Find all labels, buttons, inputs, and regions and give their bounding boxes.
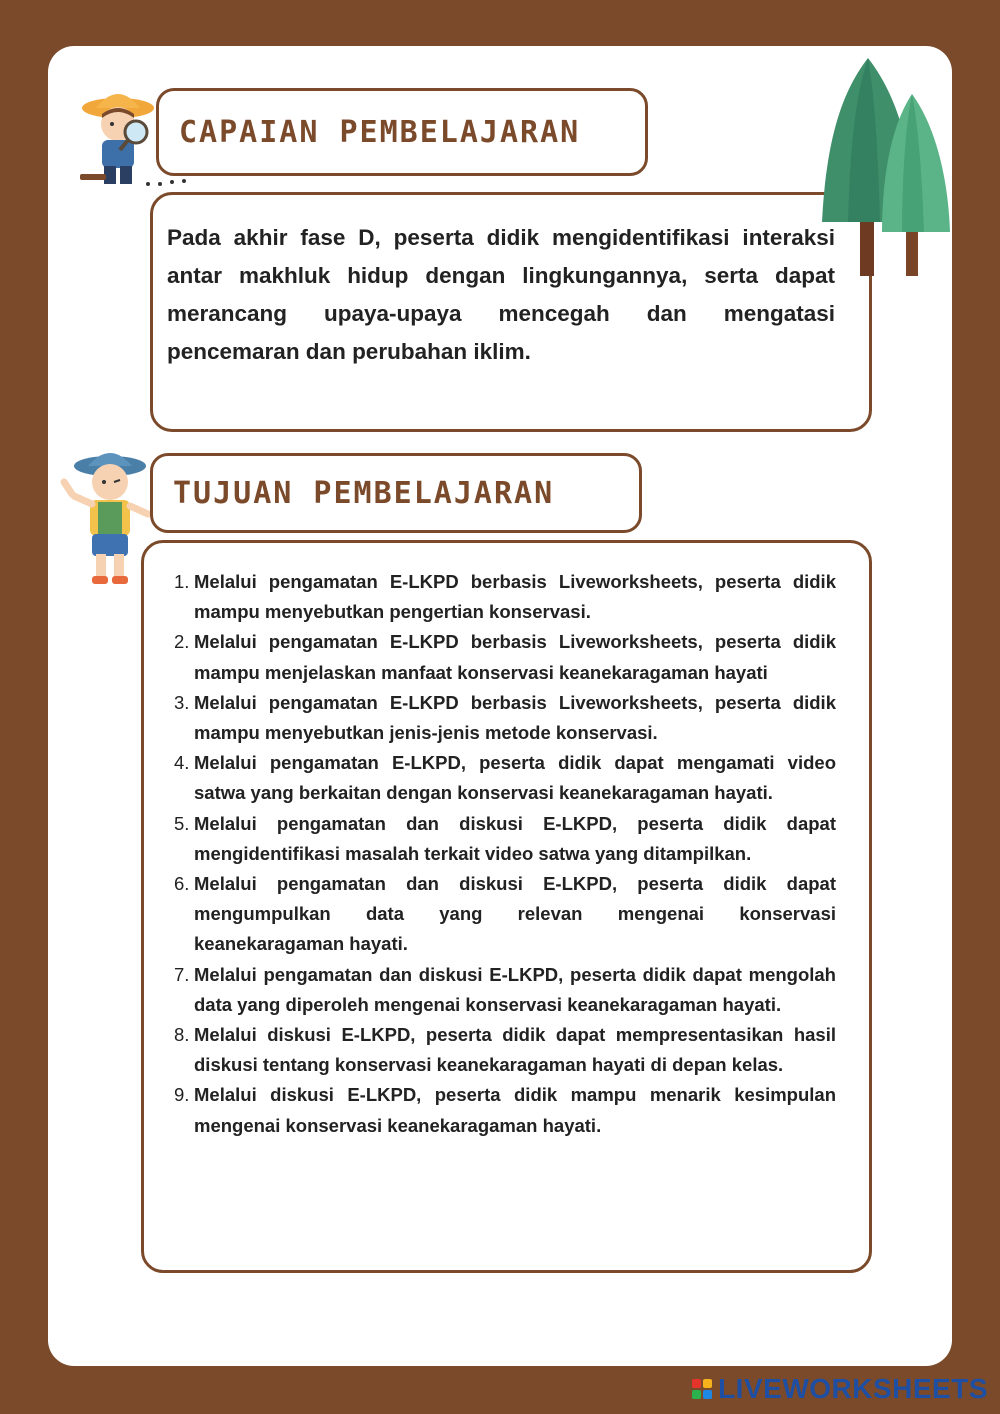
capaian-text: Pada akhir fase D, peserta didik mengidentifikasi interaksi antar makhluk hidup dengan lingkungannya, serta dapat merancang upaya-upaya mencegah dan mengatasi pencemaran dan perubahan iklim. xyxy=(167,225,835,364)
list-item: 8. Melalui diskusi E-LKPD, peserta didik dapat mempresentasikan hasil diskusi tentang konservasi keanekaragaman hayati di depan kelas. xyxy=(174,1024,836,1076)
list-item: 2. Melalui pengamatan E-LKPD berbasis Liveworksheets, peserta didik mampu menjelaskan manfaat konservasi keanekaragaman hayati xyxy=(174,631,836,683)
list-item: 4. Melalui pengamatan E-LKPD, peserta didik dapat mengamati video satwa yang berkaitan dengan konservasi keanekaragaman hayati. xyxy=(174,752,836,804)
capaian-title: CAPAIAN PEMBELAJARAN xyxy=(179,114,581,150)
pine-trees-illustration xyxy=(820,54,954,280)
tujuan-title: TUJUAN PEMBELAJARAN xyxy=(173,475,555,511)
list-item: 9. Melalui diskusi E-LKPD, peserta didik mampu menarik kesimpulan mengenai konservasi keanekaragaman hayati. xyxy=(174,1084,836,1136)
list-item: 7. Melalui pengamatan dan diskusi E-LKPD, peserta didik dapat mengolah data yang diperoleh mengenai konservasi keanekaragaman hayati. xyxy=(174,963,836,1015)
liveworksheets-logo-icon xyxy=(692,1379,712,1399)
liveworksheets-logo[interactable] xyxy=(692,1372,988,1406)
tujuan-list xyxy=(174,567,836,1141)
capaian-title-box xyxy=(156,88,648,176)
list-item: 5. Melalui pengamatan dan diskusi E-LKPD, peserta didik dapat mengidentifikasi masalah terkait video satwa yang ditampilkan. xyxy=(174,812,836,864)
list-item: 1. Melalui pengamatan E-LKPD berbasis Liveworksheets, peserta didik mampu menyebutkan pengertian konservasi. xyxy=(174,571,836,623)
list-item: 6. Melalui pengamatan dan diskusi E-LKPD, peserta didik dapat mengumpulkan data yang relevan mengenai konservasi keanekaragaman hayati. xyxy=(174,873,836,955)
liveworksheets-logo-text: LIVEWORKSHEETS xyxy=(718,1373,988,1404)
capaian-content-box xyxy=(150,192,872,432)
tujuan-title-box xyxy=(150,453,642,533)
tujuan-content-box xyxy=(141,540,872,1273)
list-item: 3. Melalui pengamatan E-LKPD berbasis Liveworksheets, peserta didik mampu menyebutkan jenis-jenis metode konservasi. xyxy=(174,691,836,744)
